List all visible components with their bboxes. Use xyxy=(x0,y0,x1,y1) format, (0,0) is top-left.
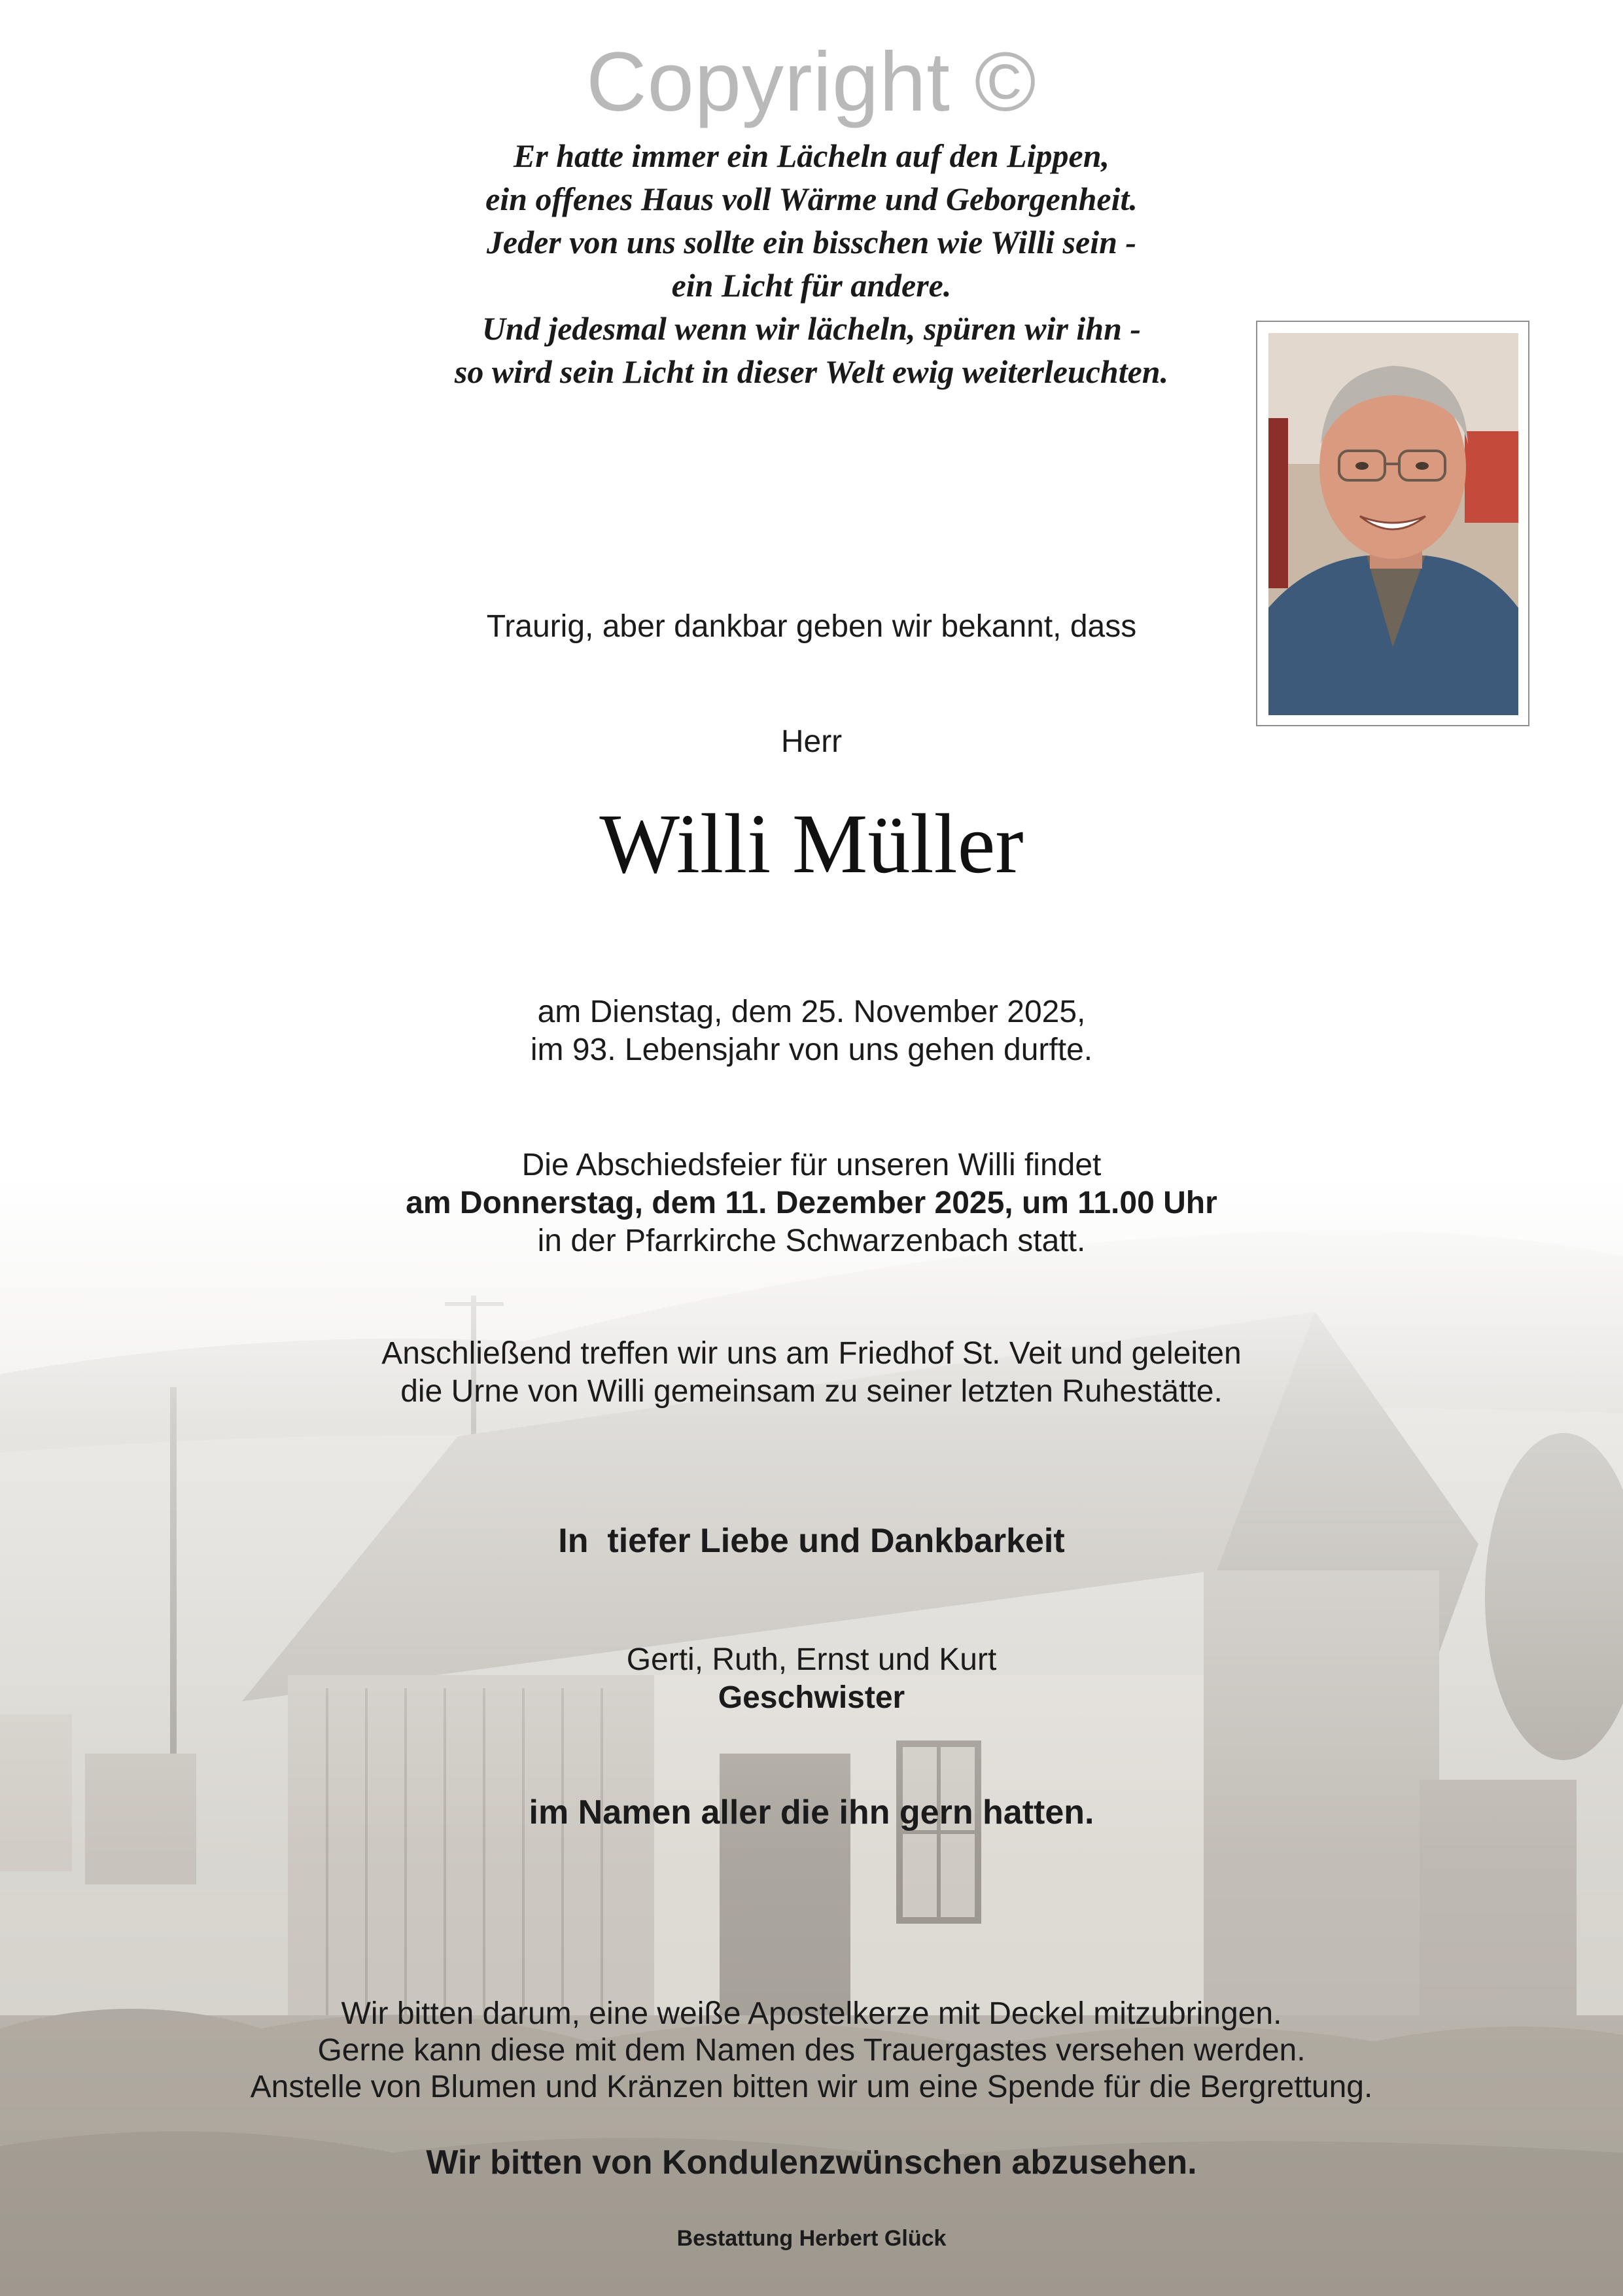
on-behalf-line: im Namen aller die ihn gern hatten. xyxy=(529,1793,1094,1831)
announcement-intro: Traurig, aber dankbar geben wir bekannt, dass xyxy=(486,609,1137,644)
cemetery-line: die Urne von Willi gemeinsam zu seiner letzten Ruhestätte. xyxy=(400,1374,1223,1409)
verse-line: ein Licht für andere. xyxy=(671,267,952,304)
ceremony-datetime: am Donnerstag, dem 11. Dezember 2025, um 11.00 Uhr xyxy=(406,1186,1217,1220)
verse-line: ein offenes Haus voll Wärme und Geborgenheit. xyxy=(485,181,1138,217)
death-notice xyxy=(0,993,1623,1069)
copyright-watermark: Copyright © xyxy=(586,35,1037,129)
ceremony-info xyxy=(0,1146,1623,1260)
love-gratitude-heading: In tiefer Liebe und Dankbarkeit xyxy=(558,1522,1065,1560)
ceremony-line: Die Abschiedsfeier für unseren Willi findet xyxy=(521,1148,1102,1182)
death-age-line: im 93. Lebensjahr von uns gehen durfte. xyxy=(530,1033,1093,1067)
no-condolence-note: Wir bitten von Kondulenzwünschen abzusehen. xyxy=(426,2144,1197,2181)
mourner-names: Gerti, Ruth, Ernst und Kurt xyxy=(626,1642,997,1677)
mourners xyxy=(0,1641,1623,1717)
request-line: Wir bitten darum, eine weiße Apostelkerze mit Deckel mitzubringen. xyxy=(341,1996,1282,2031)
portrait-photo xyxy=(1268,333,1518,715)
deceased-name: Willi Müller xyxy=(599,797,1024,891)
undertaker-name: Bestattung Herbert Glück xyxy=(676,2226,947,2251)
verse-line: Er hatte immer ein Lächeln auf den Lippen, xyxy=(513,137,1110,174)
portrait-photo-frame xyxy=(1256,321,1529,726)
request-line: Anstelle von Blumen und Kränzen bitten wir um eine Spende für die Bergrettung. xyxy=(250,2070,1373,2104)
mourner-relation: Geschwister xyxy=(718,1680,905,1715)
ceremony-location: in der Pfarrkirche Schwarzenbach statt. xyxy=(537,1224,1086,1258)
verse-line: so wird sein Licht in dieser Welt ewig weiterleuchten. xyxy=(454,353,1169,390)
cemetery-line: Anschließend treffen wir uns am Friedhof St. Veit und geleiten xyxy=(381,1336,1242,1371)
cemetery-info xyxy=(0,1335,1623,1411)
request-line: Gerne kann diese mit dem Namen des Trauergastes versehen werden. xyxy=(317,2033,1306,2068)
verse-line: Jeder von uns sollte ein bisschen wie Willi sein - xyxy=(486,224,1137,260)
verse-line: Und jedesmal wenn wir lächeln, spüren wir ihn - xyxy=(481,310,1142,347)
salutation: Herr xyxy=(780,724,843,759)
requests xyxy=(0,1996,1623,2106)
death-date-line: am Dienstag, dem 25. November 2025, xyxy=(537,995,1086,1029)
